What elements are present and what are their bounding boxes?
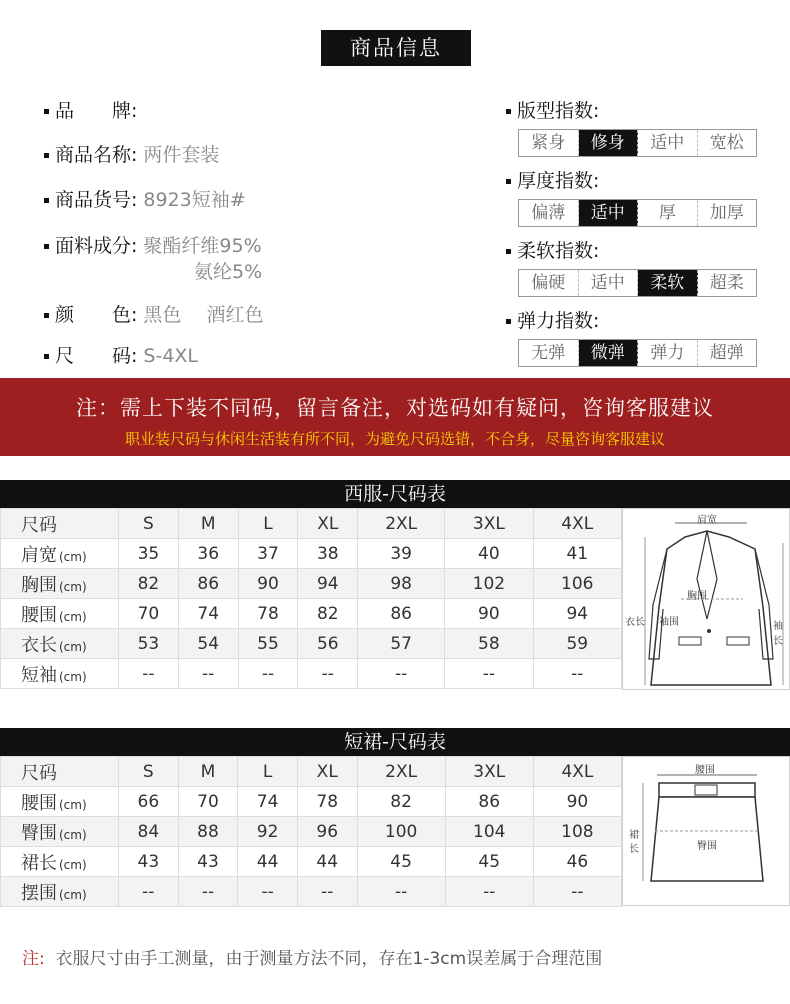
row-label: 腰围 (cm) [1, 599, 119, 629]
table-cell: 74 [178, 599, 238, 629]
table-header-cell: 3XL [445, 757, 533, 787]
table-cell: 41 [533, 539, 621, 569]
table-cell: 94 [298, 569, 358, 599]
suit-size-table [0, 508, 622, 689]
table-header-cell: 3XL [445, 509, 533, 539]
table-row [1, 787, 622, 817]
table-cell: 90 [533, 787, 621, 817]
table-cell: 98 [358, 569, 445, 599]
table-row [1, 629, 622, 659]
info-color: 颜 色: 黑色 酒红色 [44, 300, 263, 327]
row-label: 胸围 (cm) [1, 569, 119, 599]
table-header-cell: 尺码 [1, 509, 119, 539]
table-cell: 66 [119, 787, 179, 817]
table-header-cell: S [119, 509, 179, 539]
index-title: 弹力指数: [517, 310, 600, 332]
label-sleeve: 袖围 [659, 617, 679, 628]
table-header-cell: L [238, 757, 298, 787]
index-options [518, 199, 757, 227]
table-header-cell: 2XL [357, 757, 445, 787]
table-header-cell: L [238, 509, 298, 539]
table-cell: -- [533, 659, 621, 689]
table-row [1, 539, 622, 569]
table-cell: 100 [357, 817, 445, 847]
table-cell: 59 [533, 629, 621, 659]
table-cell: 56 [298, 629, 358, 659]
index-option: 偏硬 [519, 270, 579, 296]
table-header-cell: M [178, 757, 238, 787]
table-cell: 43 [119, 847, 179, 877]
index-option: 无弹 [519, 340, 579, 366]
table-header-cell: XL [297, 757, 357, 787]
index-option: 宽松 [709, 133, 744, 153]
table-cell: 78 [297, 787, 357, 817]
table-cell: 46 [533, 847, 621, 877]
table-header-cell: 4XL [533, 509, 621, 539]
index-options [518, 129, 757, 157]
index-title: 版型指数: [517, 100, 600, 122]
table-cell: 96 [297, 817, 357, 847]
table-cell: 70 [119, 599, 179, 629]
index-block-3 [506, 306, 757, 367]
index-block-2 [506, 236, 757, 297]
index-option: 偏薄 [519, 200, 579, 226]
label-chest: 胸围 [687, 591, 707, 602]
label-waist: 腰围 [695, 765, 715, 776]
table-cell: 35 [119, 539, 179, 569]
notice-line-2: 职业装尺码与休闲生活装有所不同，为避免尺码选错，不合身，尽量咨询客服建议 [124, 430, 665, 448]
table-cell: 94 [533, 599, 621, 629]
table-cell: 90 [445, 599, 533, 629]
table-cell: 40 [445, 539, 533, 569]
info-name: 商品名称: 两件套装 [44, 140, 219, 167]
table-cell: 82 [298, 599, 358, 629]
index-block-1 [506, 166, 757, 227]
index-title: 柔软指数: [517, 240, 600, 262]
info-fabric: 面料成分: 聚酯纤维95% 氨纶5% [44, 231, 262, 258]
table-cell: 44 [238, 847, 298, 877]
index-title-row [506, 236, 757, 263]
table-cell: -- [178, 659, 238, 689]
index-option: 紧身 [519, 130, 579, 156]
label-shoulder: 肩宽 [697, 515, 717, 526]
table-cell: 86 [358, 599, 445, 629]
table-cell: -- [238, 659, 298, 689]
index-option: 微弹 [579, 340, 639, 366]
table-cell: 84 [119, 817, 179, 847]
section-title: 商品信息 [321, 30, 471, 66]
label-sleeve-length: 袖长 [773, 621, 783, 647]
index-option: 柔软 [638, 270, 698, 296]
table-cell: -- [445, 659, 533, 689]
label-length: 衣长 [625, 617, 645, 628]
row-label: 臀围 (cm) [1, 817, 119, 847]
label-hip: 臀围 [697, 841, 717, 852]
skirt-diagram [622, 756, 790, 906]
index-option: 适中 [579, 270, 639, 296]
table-cell: -- [533, 877, 621, 907]
table-cell: 38 [298, 539, 358, 569]
info-size: 尺 码: S-4XL [44, 341, 198, 368]
table-header-cell: S [119, 757, 179, 787]
table-cell: 74 [238, 787, 298, 817]
table-cell: -- [357, 877, 445, 907]
table-cell: 54 [178, 629, 238, 659]
table-cell: 39 [358, 539, 445, 569]
row-label: 短袖 (cm) [1, 659, 119, 689]
table-cell: -- [297, 877, 357, 907]
skirt-illustration [623, 757, 790, 907]
table-cell: 82 [119, 569, 179, 599]
row-label: 裙长 (cm) [1, 847, 119, 877]
table-cell: 86 [178, 569, 238, 599]
table-row [1, 659, 622, 689]
table-header-cell: 尺码 [1, 757, 119, 787]
index-options [518, 269, 757, 297]
footer-note: 注: 衣服尺寸由手工测量，由于测量方法不同，存在1-3cm误差属于合理范围 [22, 949, 603, 969]
index-title: 厚度指数: [517, 170, 600, 192]
table-header-cell: XL [298, 509, 358, 539]
index-option: 适中 [638, 130, 698, 156]
table-row [1, 569, 622, 599]
table-cell: 108 [533, 817, 621, 847]
row-label: 衣长 (cm) [1, 629, 119, 659]
table-cell: 44 [297, 847, 357, 877]
index-option: 超柔 [709, 273, 744, 293]
table-cell: 57 [358, 629, 445, 659]
table-cell: 36 [178, 539, 238, 569]
table-cell: 45 [445, 847, 533, 877]
table-cell: 37 [238, 539, 298, 569]
table-row [1, 847, 622, 877]
table-cell: -- [119, 659, 179, 689]
row-label: 肩宽 (cm) [1, 539, 119, 569]
row-label: 摆围 (cm) [1, 877, 119, 907]
table-cell: 90 [238, 569, 298, 599]
table-cell: 102 [445, 569, 533, 599]
index-option: 超弹 [709, 343, 744, 363]
label-skirt-length: 裙长 [629, 830, 639, 855]
index-option: 弹力 [638, 340, 698, 366]
index-option: 修身 [579, 130, 639, 156]
table-cell: -- [358, 659, 445, 689]
table-cell: 55 [238, 629, 298, 659]
table-cell: -- [238, 877, 298, 907]
table-cell: 78 [238, 599, 298, 629]
index-options [518, 339, 757, 367]
table-cell: 82 [357, 787, 445, 817]
table-cell: 58 [445, 629, 533, 659]
info-sku: 商品货号: 8923短袖# [44, 185, 246, 212]
info-brand: 品 牌: [44, 96, 143, 123]
table-cell: 53 [119, 629, 179, 659]
table-header-cell: M [178, 509, 238, 539]
table-cell: 45 [357, 847, 445, 877]
table-cell: 92 [238, 817, 298, 847]
table-header-cell: 4XL [533, 757, 621, 787]
index-title-row [506, 306, 757, 333]
skirt-table-title: 短裙-尺码表 [0, 728, 790, 756]
table-cell: 106 [533, 569, 621, 599]
notice-line-1: 注：需上下装不同码，留言备注，对选码如有疑问，咨询客服建议 [76, 396, 714, 420]
table-cell: 43 [178, 847, 238, 877]
notice-banner [0, 378, 790, 456]
index-title-row [506, 96, 757, 123]
index-option: 加厚 [709, 203, 744, 223]
table-cell: 70 [178, 787, 238, 817]
table-cell: 104 [445, 817, 533, 847]
index-option: 适中 [579, 200, 639, 226]
row-label: 腰围 (cm) [1, 787, 119, 817]
table-cell: -- [119, 877, 179, 907]
skirt-size-table [0, 756, 622, 907]
suit-table-title: 西服-尺码表 [0, 480, 790, 508]
suit-diagram [622, 508, 790, 690]
index-title-row [506, 166, 757, 193]
table-cell: -- [298, 659, 358, 689]
table-row [1, 599, 622, 629]
index-block-0 [506, 96, 757, 157]
table-cell: 86 [445, 787, 533, 817]
table-header-cell: 2XL [358, 509, 445, 539]
table-row [1, 817, 622, 847]
table-cell: -- [178, 877, 238, 907]
table-row [1, 877, 622, 907]
index-option: 厚 [638, 200, 698, 226]
table-cell: 88 [178, 817, 238, 847]
table-cell: -- [445, 877, 533, 907]
